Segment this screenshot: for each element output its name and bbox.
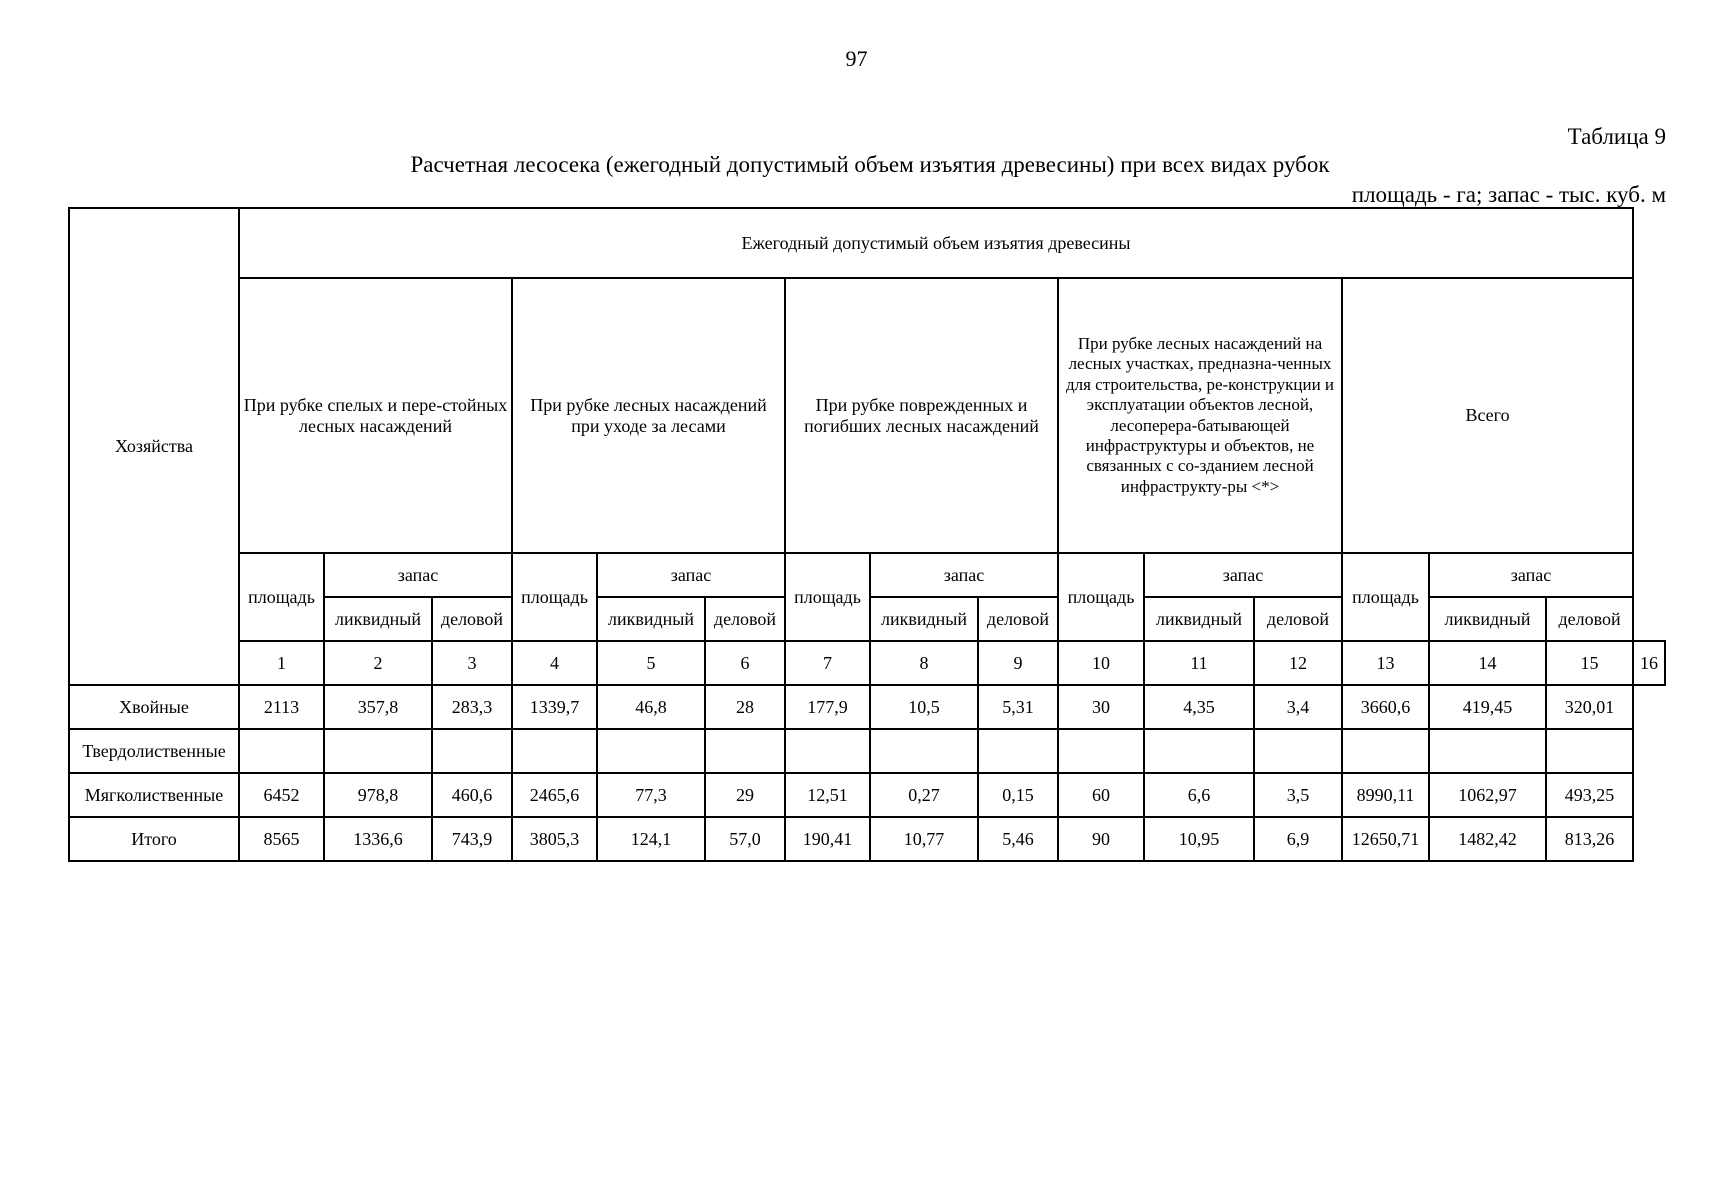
cell-value <box>239 729 324 773</box>
cell-value: 2113 <box>239 685 324 729</box>
cell-value: 57,0 <box>705 817 785 861</box>
column-number: 7 <box>785 641 870 685</box>
row-name: Итого <box>69 817 239 861</box>
row-name: Мягколиственные <box>69 773 239 817</box>
cell-value: 12,51 <box>785 773 870 817</box>
document-title: Расчетная лесосека (ежегодный допустимый объем изъятия древесины) при всех видах рубок <box>410 152 1330 177</box>
cell-value: 6452 <box>239 773 324 817</box>
header-banner: Ежегодный допустимый объем изъятия древесины <box>239 208 1633 278</box>
cell-value: 0,27 <box>870 773 978 817</box>
column-number: 9 <box>978 641 1058 685</box>
cell-value <box>1254 729 1342 773</box>
column-number: 5 <box>597 641 705 685</box>
header-business: деловой <box>705 597 785 641</box>
cell-value: 357,8 <box>324 685 432 729</box>
header-business: деловой <box>1254 597 1342 641</box>
cell-value: 10,77 <box>870 817 978 861</box>
cell-value: 60 <box>1058 773 1144 817</box>
units-note: площадь - га; запас - тыс. куб. м <box>1351 182 1666 207</box>
table-row <box>69 729 1665 773</box>
cell-value: 813,26 <box>1546 817 1633 861</box>
cell-value: 5,31 <box>978 685 1058 729</box>
header-stock: запас <box>870 553 1058 597</box>
cell-value: 1339,7 <box>512 685 597 729</box>
cell-value: 190,41 <box>785 817 870 861</box>
cell-value: 124,1 <box>597 817 705 861</box>
cell-value: 8565 <box>239 817 324 861</box>
row-name: Хвойные <box>69 685 239 729</box>
cell-value: 1062,97 <box>1429 773 1546 817</box>
header-liquid: ликвидный <box>324 597 432 641</box>
cell-value: 8990,11 <box>1342 773 1429 817</box>
cell-value: 6,6 <box>1144 773 1254 817</box>
cell-value: 1336,6 <box>324 817 432 861</box>
header-section-damaged: При рубке поврежденных и погибших лесных насаждений <box>785 278 1058 553</box>
page-number: 97 <box>845 46 868 71</box>
column-number: 3 <box>432 641 512 685</box>
cell-value: 12650,71 <box>1342 817 1429 861</box>
cell-value <box>1144 729 1254 773</box>
column-number: 8 <box>870 641 978 685</box>
column-number: 10 <box>1058 641 1144 685</box>
header-business: деловой <box>1546 597 1633 641</box>
cell-value <box>597 729 705 773</box>
header-section-mature: При рубке спелых и пере-стойных лесных насаждений <box>239 278 512 553</box>
column-number: 11 <box>1144 641 1254 685</box>
cell-value <box>1429 729 1546 773</box>
header-area: площадь <box>512 553 597 641</box>
column-number: 15 <box>1546 641 1633 685</box>
column-number: 2 <box>324 641 432 685</box>
column-number: 12 <box>1254 641 1342 685</box>
column-number: 4 <box>512 641 597 685</box>
cell-value <box>324 729 432 773</box>
header-section-construction: При рубке лесных насаждений на лесных участках, предназна-ченных для строительства, ре-конструкции и эксплуатации объектов лесной, лесоперера-батывающей инфраструктуры и объектов, не связанных с со-зданием лесной инфраструкту-ры <*> <box>1058 278 1342 553</box>
row-name: Твердолиственные <box>69 729 239 773</box>
cell-value: 77,3 <box>597 773 705 817</box>
header-business: деловой <box>432 597 512 641</box>
table-row-total <box>69 817 1665 861</box>
header-area: площадь <box>1058 553 1144 641</box>
cell-value: 3660,6 <box>1342 685 1429 729</box>
cell-value: 28 <box>705 685 785 729</box>
cell-value <box>978 729 1058 773</box>
column-number: 6 <box>705 641 785 685</box>
cell-value: 3,5 <box>1254 773 1342 817</box>
cell-value: 2465,6 <box>512 773 597 817</box>
cell-value: 978,8 <box>324 773 432 817</box>
header-area: площадь <box>785 553 870 641</box>
cell-value: 177,9 <box>785 685 870 729</box>
cell-value: 493,25 <box>1546 773 1633 817</box>
cell-value <box>870 729 978 773</box>
cell-value: 0,15 <box>978 773 1058 817</box>
cell-value: 6,9 <box>1254 817 1342 861</box>
table-label: Таблица 9 <box>1567 124 1666 149</box>
table-row <box>69 773 1665 817</box>
cell-value: 10,95 <box>1144 817 1254 861</box>
cell-value <box>432 729 512 773</box>
cell-value: 30 <box>1058 685 1144 729</box>
header-stock: запас <box>1144 553 1342 597</box>
cell-value: 419,45 <box>1429 685 1546 729</box>
cell-value <box>785 729 870 773</box>
header-liquid: ликвидный <box>597 597 705 641</box>
cell-value: 3805,3 <box>512 817 597 861</box>
cell-value: 29 <box>705 773 785 817</box>
cell-value: 743,9 <box>432 817 512 861</box>
cell-value: 320,01 <box>1546 685 1633 729</box>
column-number: 14 <box>1429 641 1546 685</box>
header-business: деловой <box>978 597 1058 641</box>
cell-value: 5,46 <box>978 817 1058 861</box>
header-liquid: ликвидный <box>1144 597 1254 641</box>
header-stock: запас <box>1429 553 1633 597</box>
header-area: площадь <box>1342 553 1429 641</box>
cell-value: 46,8 <box>597 685 705 729</box>
cell-value <box>1342 729 1429 773</box>
cell-value <box>705 729 785 773</box>
column-number: 1 <box>239 641 324 685</box>
header-section-total: Всего <box>1342 278 1633 553</box>
cell-value <box>1058 729 1144 773</box>
header-area: площадь <box>239 553 324 641</box>
header-farm: Хозяйства <box>69 208 239 685</box>
header-stock: запас <box>597 553 785 597</box>
cell-value: 4,35 <box>1144 685 1254 729</box>
table-row <box>69 685 1665 729</box>
header-liquid: ликвидный <box>870 597 978 641</box>
cell-value <box>512 729 597 773</box>
header-stock: запас <box>324 553 512 597</box>
cell-value: 3,4 <box>1254 685 1342 729</box>
cell-value: 10,5 <box>870 685 978 729</box>
column-number: 16 <box>1633 641 1665 685</box>
cell-value <box>1546 729 1633 773</box>
cell-value: 460,6 <box>432 773 512 817</box>
allowable-cut-table <box>68 207 1666 862</box>
cell-value: 283,3 <box>432 685 512 729</box>
header-liquid: ликвидный <box>1429 597 1546 641</box>
column-number: 13 <box>1342 641 1429 685</box>
header-section-care: При рубке лесных насаждений при уходе за лесами <box>512 278 785 553</box>
cell-value: 90 <box>1058 817 1144 861</box>
cell-value: 1482,42 <box>1429 817 1546 861</box>
